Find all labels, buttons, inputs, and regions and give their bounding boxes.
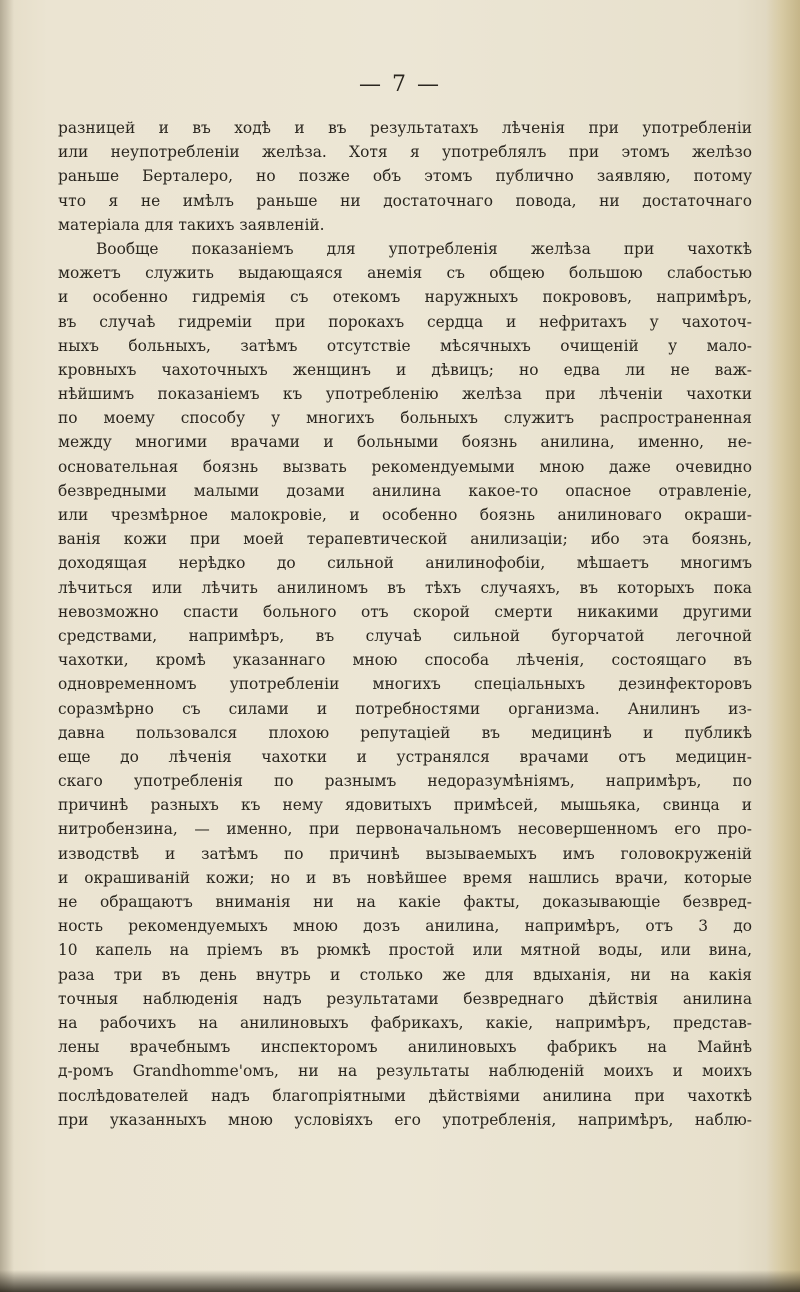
text-line: доходящая нерѣдко до сильной анилинофобіи, мѣшаетъ многимъ [58, 554, 752, 573]
text-line: основательная боязнь вызвать рекомендуемыми мною даже очевидно [58, 457, 752, 476]
text-line: раньше Берталеро, но позже объ этомъ публично заявляю, потому [58, 167, 752, 186]
text-line: не обращаютъ вниманія ни на какіе факты, доказывающіе безвред- [58, 893, 752, 911]
text-line: ныхъ больныхъ, затѣмъ отсутствіе мѣсячныхъ очищеній у мало- [58, 336, 752, 355]
text-line: или чрезмѣрное малокровіе, и особенно боязнь анилиноваго окраши- [58, 506, 752, 524]
text-line: на рабочихъ на анилиновыхъ фабрикахъ, какіе, напримѣръ, представ- [58, 1013, 752, 1032]
text-line: матеріала для такихъ заявленій. [58, 215, 325, 234]
text-line: Вообще показаніемъ для употребленія желѣза при чахоткѣ [96, 239, 752, 258]
text-line: точныя наблюденія надъ результатами безвреднаго дѣйствія анилина [58, 989, 752, 1008]
text-line: при указанныхъ мною условіяхъ его употребленія, напримѣръ, наблю- [58, 1110, 752, 1129]
text-line: что я не имѣлъ раньше ни достаточнаго повода, ни достаточнаго [58, 191, 752, 210]
text-line: кровныхъ чахоточныхъ женщинъ и дѣвицъ; но едва ли не важ- [58, 360, 752, 379]
text-line: соразмѣрно съ силами и потребностями организма. Анилинъ из- [58, 699, 752, 718]
text-line: нитробензина, — именно, при первоначальномъ несовершенномъ его про- [58, 820, 752, 839]
text-line: д-ромъ Grandhomme'омъ, ни на результаты наблюденій моихъ и моихъ [58, 1062, 752, 1081]
text-line: скаго употребленія по разнымъ недоразумѣніямъ, напримѣръ, по [58, 772, 752, 791]
text-line: безвредными малыми дозами анилина какое-то опасное отравленіе, [58, 481, 752, 500]
text-line: въ случаѣ гидреміи при порокахъ сердца и нефритахъ у чахоточ- [58, 312, 752, 331]
text-line: можетъ служить выдающаяся анемія съ общею большою слабостью [58, 264, 752, 283]
text-line: по моему способу у многихъ больныхъ служитъ распространенная [58, 409, 752, 428]
text-line: чахотки, кромѣ указаннаго мною способа лѣченія, состоящаго въ [58, 651, 752, 670]
text-line: причинѣ разныхъ къ нему ядовитыхъ примѣсей, мышьяка, свинца и [58, 796, 752, 815]
text-line: изводствѣ и затѣмъ по причинѣ вызываемыхъ имъ головокруженій [58, 844, 752, 863]
page-bottom-shadow [0, 1270, 800, 1292]
text-line: ванія кожи при моей терапевтической анилизаціи; ибо эта боязнь, [58, 530, 752, 549]
text-line: между многими врачами и больными боязнь анилина, именно, не- [58, 433, 752, 452]
text-line: нѣйшимъ показаніемъ къ употребленію желѣза при лѣченіи чахотки [58, 385, 752, 404]
text-line: еще до лѣченія чахотки и устранялся врачами отъ медицин- [58, 747, 752, 766]
text-line: 10 капель на пріемъ въ рюмкѣ простой или мятной воды, или вина, [58, 941, 752, 960]
text-line: и окрашиваній кожи; но и въ новѣйшее время нашлись врачи, которые [58, 868, 752, 887]
page-left-shadow [0, 0, 14, 1292]
text-line: невозможно спасти больного отъ скорой смерти никакими другими [58, 602, 752, 621]
text-line: лѣчиться или лѣчить анилиномъ въ тѣхъ случаяхъ, въ которыхъ пока [58, 578, 752, 597]
text-line: давна пользовался плохою репутаціей въ медицинѣ и публикѣ [58, 723, 752, 742]
text-line: одновременномъ употребленіи многихъ спеціальныхъ дезинфекторовъ [58, 675, 752, 694]
body-text [58, 116, 752, 1132]
text-line: средствами, напримѣръ, въ случаѣ сильной бугорчатой легочной [58, 626, 752, 645]
page-right-edge-stain [766, 0, 800, 1292]
text-line: и особенно гидремія съ отекомъ наружныхъ покрововъ, напримѣръ, [58, 288, 752, 307]
text-line: ность рекомендуемыхъ мною дозъ анилина, напримѣръ, отъ 3 до [58, 917, 752, 936]
text-line: разницей и въ ходѣ и въ результатахъ лѣченія при употребленіи [58, 119, 752, 137]
text-line: лены врачебнымъ инспекторомъ анилиновыхъ фабрикъ на Майнѣ [58, 1038, 752, 1057]
text-line: или неупотребленіи желѣза. Хотя я употреблялъ при этомъ желѣзо [58, 143, 752, 162]
text-line: послѣдователей надъ благопріятными дѣйствіями анилина при чахоткѣ [58, 1086, 752, 1105]
text-line: раза три въ день внутрь и столько же для вдыханія, ни на какія [58, 965, 752, 984]
page-number: — 7 — [359, 72, 441, 97]
